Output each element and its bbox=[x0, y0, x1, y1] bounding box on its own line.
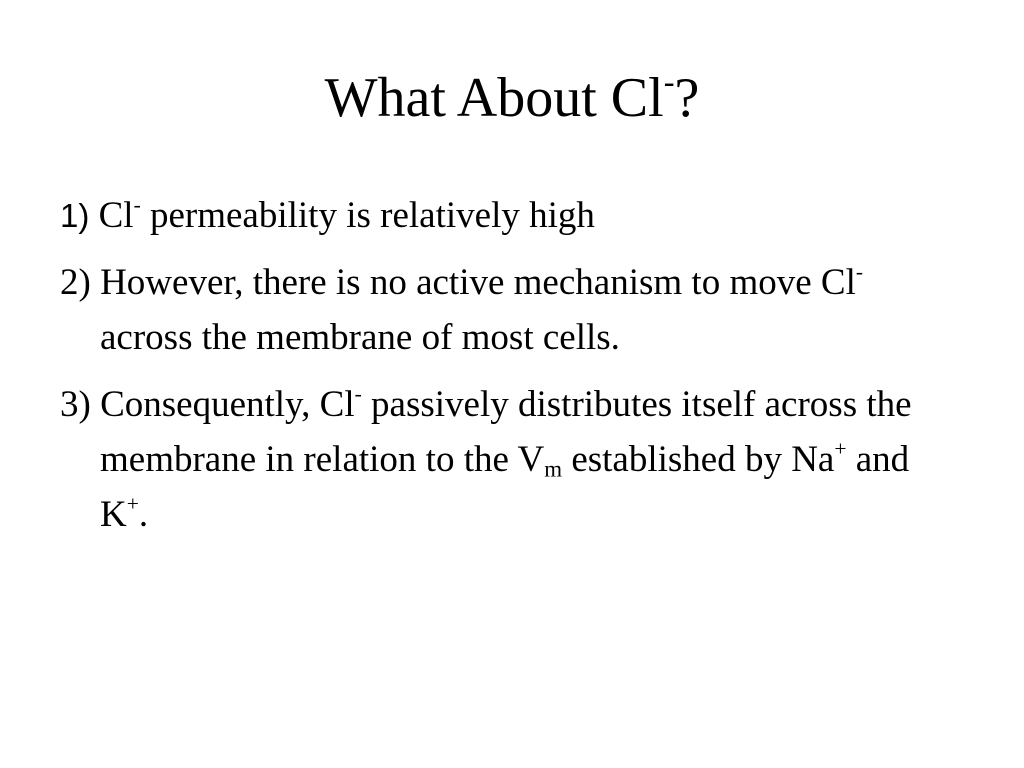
bullet-text: . bbox=[138, 494, 149, 535]
bullet-text: established by Na bbox=[562, 439, 835, 480]
superscript: + bbox=[126, 491, 139, 516]
bullet-text: permeability is relatively high bbox=[140, 195, 595, 236]
bullet-number: 3) bbox=[60, 384, 91, 425]
title-superscript: - bbox=[663, 64, 675, 101]
bullet-text: and K bbox=[100, 439, 910, 535]
bullet-text: across the membrane of most cells. bbox=[100, 317, 620, 358]
bullet-text: Consequently, Cl bbox=[90, 384, 355, 425]
title-suffix: ? bbox=[674, 67, 700, 129]
bullet-item-3 bbox=[60, 377, 960, 542]
subscript: m bbox=[544, 456, 563, 482]
bullet-text: Cl bbox=[98, 195, 134, 236]
title-text: What About Cl bbox=[324, 67, 664, 129]
bullet-text: passively distributes itself across the membrane in relation to the V bbox=[100, 384, 912, 480]
superscript: - bbox=[133, 192, 141, 217]
slide-body bbox=[60, 188, 960, 554]
bullet-number: 2) bbox=[60, 262, 91, 303]
bullet-text: However, there is no active mechanism to move Cl bbox=[90, 262, 856, 303]
superscript: + bbox=[834, 436, 847, 461]
slide-title bbox=[0, 64, 1024, 132]
bullet-number: 1) bbox=[60, 197, 90, 234]
superscript: - bbox=[855, 259, 864, 284]
bullet-item-1 bbox=[60, 188, 960, 243]
bullet-item-2 bbox=[60, 255, 960, 365]
superscript: - bbox=[354, 381, 362, 406]
